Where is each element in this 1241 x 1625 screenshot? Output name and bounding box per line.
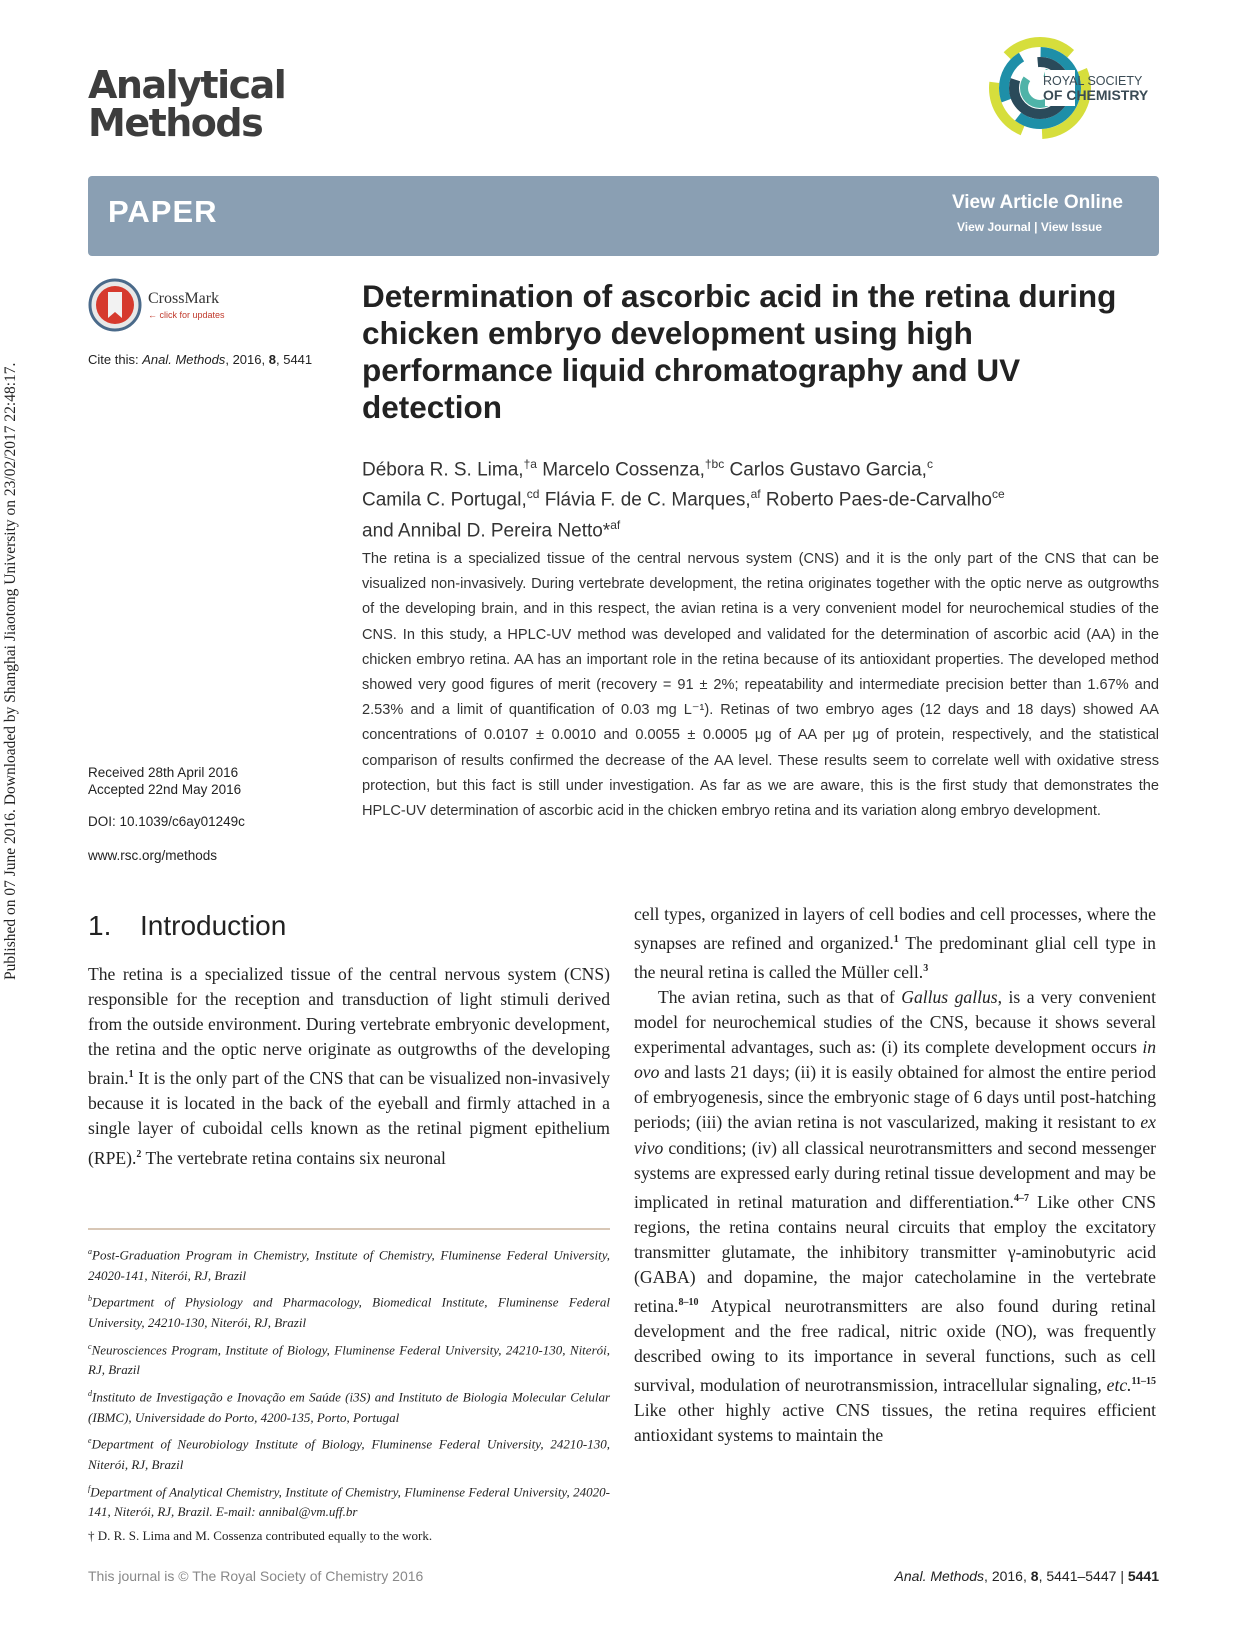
- affiliation-text: Department of Neurobiology Institute of Biology, Fluminense Federal University, 24210-130, Niterói, RJ, Brazil: [88, 1436, 610, 1473]
- reference-link[interactable]: 2: [136, 1148, 142, 1160]
- author-name[interactable]: Flávia F. de C. Marques,: [544, 489, 751, 511]
- author-affiliation-sup: †a: [523, 457, 537, 471]
- cite-volume: 8: [268, 352, 276, 367]
- section-heading: [88, 910, 286, 942]
- crossmark-sublabel: click for updates: [159, 310, 225, 320]
- reference-link[interactable]: 4–7: [1013, 1192, 1029, 1204]
- affiliation-sup: b: [88, 1294, 92, 1304]
- italic-term: in ovo: [634, 1037, 1156, 1083]
- publication-stamp: Published on 07 June 2016. Downloaded by Shanghai Jiaotong University on 23/02/2017 22:48:17.: [2, 362, 19, 980]
- article-type-banner: [88, 176, 1159, 256]
- affiliation-text: Post-Graduation Program in Chemistry, Institute of Chemistry, Fluminense Federal University, 24020-141, Niterói, RJ, Brazil: [88, 1247, 610, 1283]
- author-affiliation-sup: af: [750, 487, 761, 502]
- footer-year: 2016,: [991, 1568, 1027, 1584]
- author-name[interactable]: Marcelo Cossenza,: [542, 459, 705, 481]
- author-name[interactable]: Roberto Paes-de-Carvalho: [765, 489, 992, 511]
- view-journal-link[interactable]: View Journal: [956, 220, 1031, 234]
- italic-term: etc.: [1106, 1374, 1132, 1395]
- footer-volume: 8: [1030, 1568, 1039, 1584]
- affiliation-sup: f: [88, 1483, 91, 1493]
- rsc-logo[interactable]: [985, 30, 1165, 150]
- journal-title-line1: Analytical: [88, 63, 286, 107]
- view-article-online-link[interactable]: View Article Online: [951, 192, 1123, 213]
- intro-left-column: [88, 962, 610, 1170]
- author-affiliation-sup: cd: [526, 487, 540, 502]
- text-run: Like other CNS regions, the retina contains neural circuits that employ the excitatory transmitter glutamate, the inhibitory transmitter γ-aminobutyric acid (GABA) and dopamine, the major catecholamine in the vertebrate retina.: [634, 1191, 1156, 1316]
- reference-link[interactable]: 11–15: [1131, 1376, 1156, 1388]
- footer-pages: 5441–5447: [1046, 1568, 1117, 1584]
- reference-link[interactable]: 1: [893, 934, 899, 946]
- affiliation: [88, 1289, 610, 1333]
- text-run: It is the only part of the CNS that can be visualized non-invasively because it is located in the back of the eyeball and firmly attached in a single layer of cuboidal cells known as the retinal pigment epithelium (RPE).: [88, 1068, 610, 1168]
- text-run: The predominant glial cell type in the neural retina is called the Müller cell.: [634, 932, 1156, 982]
- affiliation: [88, 1431, 610, 1475]
- intro-right-column: [634, 902, 1156, 1448]
- abstract: The retina is a specialized tissue of the central nervous system (CNS) and it is the only part of the CNS that can be visualized non-invasively. During vertebrate development, the retina originates together with the optic nerve as outgrowths of the developing brain, and in this respect, the avian retina is a very convenient model for neurochemical studies of the CNS. In this study, a HPLC-UV method was developed and validated for the determination of ascorbic acid (AA) in the chicken embryo retina. AA has an important role in the retina because of its antioxidant properties. The developed method showed very good figures of merit (recovery = 91 ± 2%; repeatability and intermediate precision better than 1.67% and 2.53% and a limit of quantification of 0.03 mg L⁻¹). Retinas of two embryo ages (12 days and 18 days) showed AA concentrations of 0.0107 ± 0.0010 and 0.0055 ± 0.0005 μg of AA per μg of protein, respectively, and the statistical comparison of results confirmed the decrease of the AA level. These results seem to correlate well with oxidative stress protection, but this fact is still under investigation. As far as we are aware, this is the first study that demonstrates the HPLC-UV determination of ascorbic acid in the chicken embryo retina and its variation along embryo development.: [362, 551, 1159, 820]
- affiliation-text: Department of Physiology and Pharmacology, Biomedical Institute, Fluminense Federal University, 24210-130, Niterói, RJ, Brazil: [88, 1294, 610, 1331]
- affiliation: [88, 1242, 610, 1286]
- cite-year: 2016,: [232, 352, 266, 367]
- reference-link[interactable]: 8–10: [678, 1296, 699, 1308]
- author-name[interactable]: Carlos Gustavo Garcia,: [729, 459, 927, 481]
- article-title: Determination of ascorbic acid in the retina during chicken embryo development using high performance liquid chromatography and UV detection: [362, 278, 1117, 425]
- affiliation-sup: a: [88, 1247, 92, 1256]
- journal-title[interactable]: [88, 63, 286, 145]
- author-affiliation-sup: af: [610, 517, 621, 532]
- reference-link[interactable]: 1: [128, 1069, 134, 1081]
- affiliation-text: Instituto de Investigação e Inovação em Saúde (i3S) and Instituto de Biologia Molecular Celular (IBMC), Universidade do Porto, 4200-135, Porto, Portugal: [88, 1389, 610, 1425]
- reference-link[interactable]: 3: [923, 963, 929, 975]
- italic-term: Gallus gallus: [901, 987, 998, 1007]
- paragraph: [634, 902, 1156, 985]
- affiliation: [88, 1384, 610, 1428]
- doi[interactable]: DOI: 10.1039/c6ay01249c: [88, 814, 245, 829]
- author-name[interactable]: Débora R. S. Lima,: [362, 459, 524, 481]
- crossmark-badge[interactable]: [88, 278, 238, 334]
- view-issue-link[interactable]: View Issue: [1040, 220, 1102, 234]
- text-run: The avian retina, such as that of: [658, 987, 902, 1007]
- text-run: cell types, organized in layers of cell bodies and cell processes, where the synapses are refined and organized.: [634, 904, 1156, 953]
- accepted-date: Accepted 22nd May 2016: [88, 782, 242, 797]
- affiliation: [88, 1479, 610, 1523]
- page-footer: Anal. Methods, 2016, 8, 5441–5447 | 5441: [894, 1568, 1159, 1584]
- received-date: Received 28th April 2016: [88, 765, 239, 780]
- affiliation-text: Department of Analytical Chemistry, Institute of Chemistry, Fluminense Federal University, 24020-141, Niterói, RJ, Brazil. E-mail: annibal@vm.uff.br: [88, 1483, 610, 1520]
- crossmark-icon: [88, 278, 142, 332]
- affiliation-sup: e: [88, 1436, 92, 1446]
- copyright-footer: This journal is © The Royal Society of Chemistry 2016: [88, 1568, 424, 1584]
- author-list: [362, 452, 1162, 543]
- equal-contribution-note: † D. R. S. Lima and M. Cossenza contributed equally to the work.: [88, 1527, 433, 1543]
- cite-page: 5441: [283, 352, 313, 367]
- arrow-left-icon: ←: [148, 310, 157, 320]
- text-run: Atypical neurotransmitters are also found during retinal development and the free radical, nitric oxide (NO), was frequently described owing to its importance in several functions, such as cell survival, modulation of neurotransmission, intracellular signaling,: [634, 1295, 1156, 1395]
- text-run: Like other highly active CNS tissues, the retina requires efficient antioxidant systems to maintain the: [634, 1400, 1156, 1446]
- text-run: , is a very convenient model for neurochemical studies of the CNS, because it shows several experimental advantages, such as: (i) its complete development occurs: [634, 987, 1156, 1058]
- journal-title-line2: Methods: [88, 101, 263, 145]
- page-number: 5441: [1127, 1568, 1159, 1584]
- footer-separator: |: [1120, 1568, 1124, 1584]
- text-run: The vertebrate retina contains six neuronal: [141, 1147, 446, 1168]
- affiliations: [88, 1242, 610, 1549]
- affiliation-text: Neurosciences Program, Institute of Biology, Fluminense Federal University, 24210-130, Niterói, RJ, Brazil: [88, 1341, 610, 1378]
- section-title: Introduction: [140, 910, 287, 941]
- section-number: 1.: [88, 910, 112, 941]
- cite-label: Cite this:: [88, 352, 139, 367]
- citation-line: Cite this: Anal. Methods, 2016, 8, 5441: [88, 352, 313, 367]
- italic-term: ex vivo: [634, 1112, 1156, 1158]
- journal-url[interactable]: www.rsc.org/methods: [88, 848, 218, 863]
- cite-journal: Anal. Methods: [142, 352, 226, 367]
- author-name[interactable]: Camila C. Portugal,: [362, 489, 527, 511]
- affiliation: [88, 1337, 610, 1381]
- author-name[interactable]: and Annibal D. Pereira Netto*: [362, 519, 611, 541]
- link-separator: |: [1034, 220, 1038, 234]
- affiliation-sup: d: [88, 1388, 92, 1398]
- crossmark-label: CrossMark: [148, 290, 220, 307]
- author-affiliation-sup: ce: [991, 487, 1005, 502]
- footer-journal: Anal. Methods: [894, 1568, 985, 1584]
- banner-links: [957, 220, 1102, 234]
- affiliation-sup: c: [88, 1341, 92, 1351]
- author-affiliation-sup: †bc: [704, 457, 725, 471]
- text-run: The retina is a specialized tissue of the central nervous system (CNS) responsible for the reception and transduction of light stimuli derived from the outside environment. During vertebrate embryonic development, the retina and the optic nerve originate as outgrowths of the developing brain.: [88, 964, 610, 1089]
- logo-text-line2: OF CHEMISTRY: [1043, 87, 1149, 103]
- logo-text-line1: ROYAL SOCIETY: [1043, 74, 1143, 88]
- author-affiliation-sup: c: [926, 457, 933, 471]
- text-run: and lasts 21 days; (ii) it is easily obtained for almost the entire period of embryogenesis, since the embryonic stage of 6 days until post-hatching periods; (iii) the avian retina is not vascularized, making it resistant to: [634, 1062, 1156, 1133]
- footnote-divider: [88, 1228, 610, 1230]
- paragraph: [634, 985, 1156, 1448]
- paragraph: [88, 962, 610, 1170]
- article-type-label: PAPER: [108, 194, 218, 229]
- text-run: conditions; (iv) all classical neurotransmitters and second messenger systems are expressed early during retinal tissue development and may be implicated in retinal maturation and differentiation.: [634, 1137, 1156, 1212]
